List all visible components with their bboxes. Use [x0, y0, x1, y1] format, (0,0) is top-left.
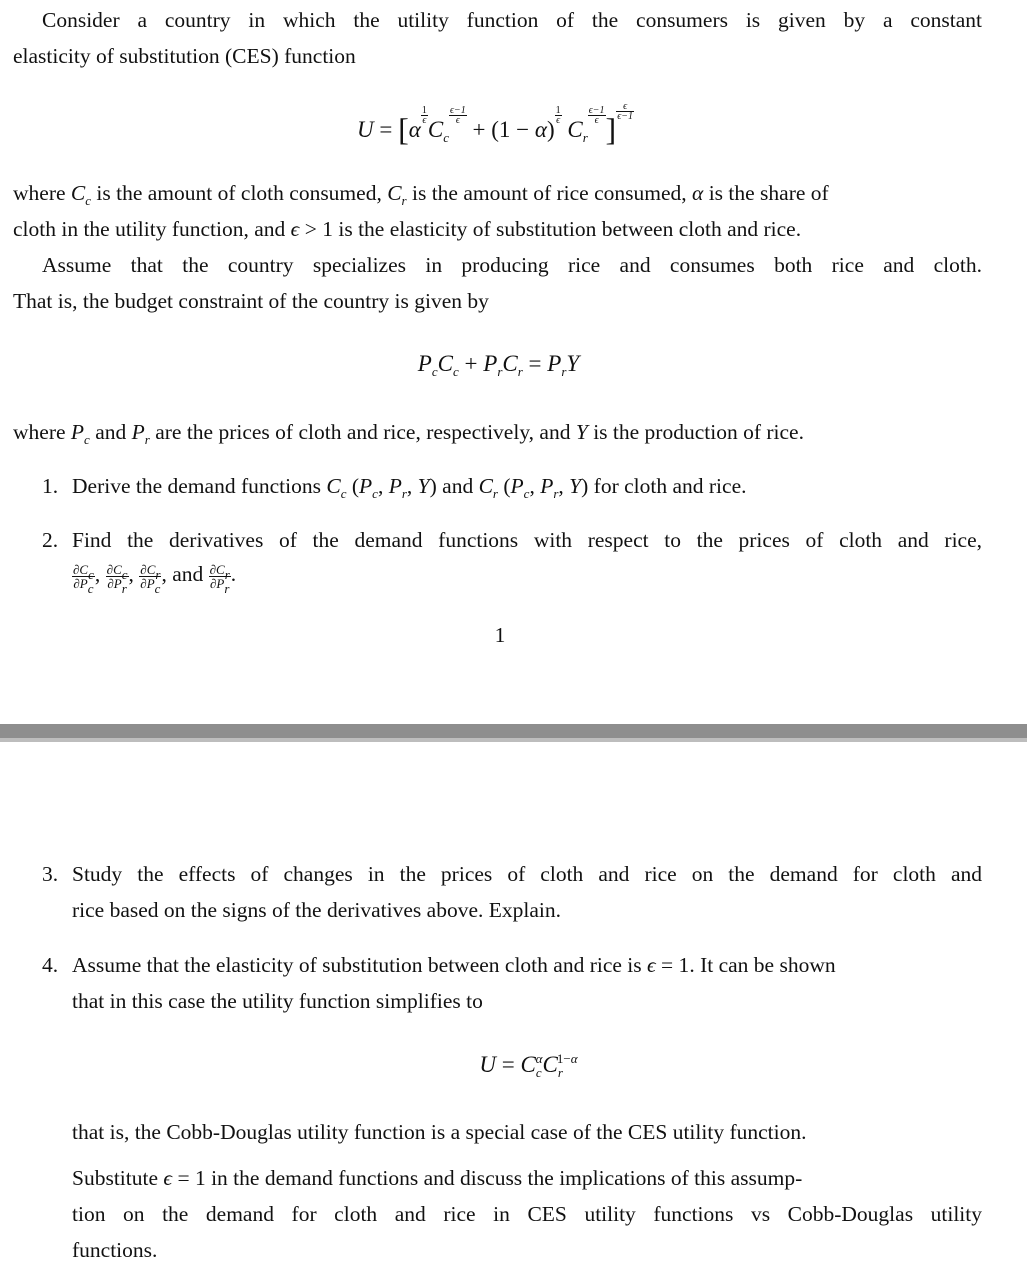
cobb-douglas-line: that is, the Cobb-Douglas utility function is a special case of the CES utility function. — [72, 1120, 807, 1144]
assume-line-2: That is, the budget constraint of the country is given by — [13, 289, 489, 313]
where-line-1: where $C_c$ is the amount of cloth consumed, $C_r$ is the amount of rice consumed, α is the share of — [13, 181, 829, 208]
substitute-line-3: functions. — [72, 1238, 158, 1262]
item-3-line-1: Study the effects of changes in the prices of cloth and rice on the demand for cloth and — [72, 862, 982, 886]
page-2 — [0, 744, 1027, 1262]
where-line-2: cloth in the utility function, and ϵ > 1 is the elasticity of substitution between cloth and rice. — [13, 217, 802, 241]
item-1-number: 1. — [42, 474, 59, 498]
prices-line: where $P_c$ and $P_r$ are the prices of cloth and rice, respectively, and Y is the production of rice. — [13, 420, 804, 447]
item-2-line-1: Find the derivatives of the demand functions with respect to the prices of cloth and rice, — [72, 528, 982, 552]
item-2-partial-derivatives: $\frac{\partial C_c}{\partial P_c}$ , $\frac{\partial C_c}{\partial P_r}$ , $\frac{\partial C_r}{\partial P_c}$ , and $\frac{\partial C_r}{\partial P_r}$ . — [73, 561, 237, 596]
item-2-number: 2. — [42, 528, 59, 552]
item-3-number: 3. — [42, 862, 59, 886]
substitute-line-1: Substitute ϵ = 1 in the demand functions and discuss the implications of this assump- — [72, 1166, 803, 1190]
cobb-douglas-equation: $U = C_c^\alpha C_r^{1-\alpha}$ — [479, 1051, 578, 1080]
item-1-text: Derive the demand functions $C_c$ ($P_c$, $P_r$, Y) and $C_r$ ($P_c$, $P_r$, Y) for cloth and rice. — [72, 474, 747, 501]
item-4-line-1: Assume that the elasticity of substitution between cloth and rice is ϵ = 1. It can be shown — [72, 953, 836, 977]
intro-line-1: Consider a country in which the utility function of the consumers is given by a constant — [42, 8, 982, 32]
assume-line-1: Assume that the country specializes in producing rice and consumes both rice and cloth. — [42, 253, 982, 277]
item-3-line-2: rice based on the signs of the derivatives above. Explain. — [72, 898, 561, 922]
page-number: 1 — [494, 623, 506, 647]
substitute-line-2: tion on the demand for cloth and rice in CES utility functions vs Cobb-Douglas utility — [72, 1202, 982, 1226]
page-separator — [0, 722, 1027, 744]
budget-constraint-equation: $P_cC_c + P_rC_r = P_rY$ — [417, 351, 580, 379]
intro-line-2: elasticity of substitution (CES) function — [13, 44, 356, 68]
item-4-line-2: that in this case the utility function simplifies to — [72, 989, 483, 1013]
page-separator-shadow — [0, 738, 1027, 742]
ces-utility-equation: U = [α $\frac{1}{\epsilon}$ $C_c$ $\frac{\epsilon-1}{\epsilon}$ + (1 − α) $\frac{1}{\epsilon}$ $C_r$ $\frac{\epsilon-1}{\epsilon}$ ] $\frac{\epsilon}{\epsilon-1}$ — [357, 101, 633, 147]
item-4-number: 4. — [42, 953, 59, 977]
page-separator-band — [0, 724, 1027, 738]
